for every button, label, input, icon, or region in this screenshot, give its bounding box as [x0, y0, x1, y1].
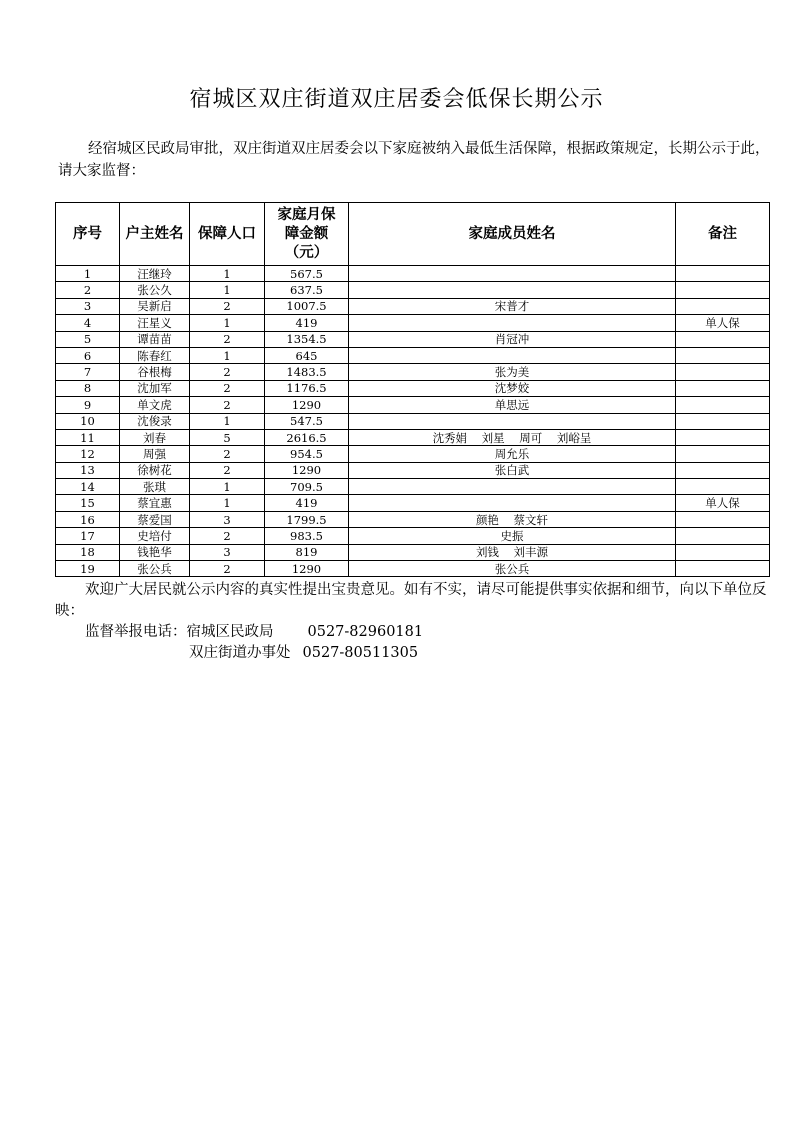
cell-members: 颜艳 蔡文轩	[349, 511, 676, 527]
page-title: 宿城区双庄街道双庄居委会低保长期公示	[189, 87, 604, 112]
cell-notes	[676, 364, 770, 380]
footer	[55, 580, 769, 664]
table-row	[56, 429, 770, 445]
cell-head-name: 史培付	[120, 528, 190, 544]
cell-amount: 2616.5	[265, 429, 349, 445]
hotline-phone-1: 0527-82960181	[307, 624, 424, 640]
table-row	[56, 266, 770, 282]
cell-index: 5	[56, 331, 120, 347]
hotline-line-1	[55, 622, 769, 643]
table-row	[56, 511, 770, 527]
table-body	[56, 266, 770, 577]
cell-persons: 1	[190, 266, 265, 282]
cell-members: 周允乐	[349, 446, 676, 462]
cell-persons: 2	[190, 397, 265, 413]
table-row	[56, 544, 770, 560]
table-row	[56, 462, 770, 478]
cell-amount: 819	[265, 544, 349, 560]
cell-head-name: 谭苗苗	[120, 331, 190, 347]
cell-head-name: 吴新启	[120, 298, 190, 314]
cell-notes	[676, 462, 770, 478]
header-index: 序号	[56, 203, 120, 266]
hotline-phone-2: 0527-80511305	[302, 645, 419, 661]
cell-index: 6	[56, 347, 120, 363]
cell-notes: 单人保	[676, 315, 770, 331]
header-amount-line3: （元）	[284, 244, 329, 261]
cell-head-name: 刘春	[120, 429, 190, 445]
cell-amount: 637.5	[265, 282, 349, 298]
table-row	[56, 561, 770, 577]
cell-persons: 1	[190, 347, 265, 363]
cell-notes: 单人保	[676, 495, 770, 511]
cell-index: 3	[56, 298, 120, 314]
table-row	[56, 397, 770, 413]
cell-index: 13	[56, 462, 120, 478]
table-row	[56, 380, 770, 396]
cell-notes	[676, 479, 770, 495]
cell-members	[349, 495, 676, 511]
cell-members	[349, 266, 676, 282]
cell-notes	[676, 544, 770, 560]
cell-head-name: 徐树花	[120, 462, 190, 478]
cell-members: 单思远	[349, 397, 676, 413]
header-amount-line2: 障金额	[284, 225, 329, 242]
feedback-paragraph: 欢迎广大居民就公示内容的真实性提出宝贵意见。如有不实，请尽可能提供事实依据和细节，向以下单位反映：	[55, 582, 767, 619]
header-amount-line1: 家庭月保	[277, 206, 336, 223]
hotline-org-2: 双庄街道办事处	[189, 645, 291, 661]
cell-amount: 1290	[265, 561, 349, 577]
cell-members	[349, 315, 676, 331]
cell-head-name: 汪星义	[120, 315, 190, 331]
cell-index: 8	[56, 380, 120, 396]
cell-head-name: 蔡宜惠	[120, 495, 190, 511]
intro-paragraph: 经宿城区民政局审批，双庄街道双庄居委会以下家庭被纳入最低生活保障，根据政策规定，长期公示于此，请大家监督：	[58, 141, 770, 179]
cell-persons: 2	[190, 528, 265, 544]
cell-persons: 2	[190, 446, 265, 462]
table-row	[56, 298, 770, 314]
cell-index: 15	[56, 495, 120, 511]
table-row	[56, 495, 770, 511]
header-persons: 保障人口	[190, 203, 265, 266]
cell-notes	[676, 282, 770, 298]
cell-members	[349, 282, 676, 298]
table-row	[56, 446, 770, 462]
cell-notes	[676, 331, 770, 347]
cell-members: 刘钱 刘丰源	[349, 544, 676, 560]
table-row	[56, 364, 770, 380]
header-head-name: 户主姓名	[120, 203, 190, 266]
cell-index: 19	[56, 561, 120, 577]
cell-index: 14	[56, 479, 120, 495]
cell-index: 2	[56, 282, 120, 298]
hotline-line-2	[55, 643, 769, 664]
cell-index: 1	[56, 266, 120, 282]
table-row	[56, 315, 770, 331]
table-row	[56, 479, 770, 495]
table-row	[56, 413, 770, 429]
cell-notes	[676, 347, 770, 363]
cell-amount: 709.5	[265, 479, 349, 495]
cell-amount: 419	[265, 315, 349, 331]
cell-persons: 2	[190, 462, 265, 478]
cell-index: 11	[56, 429, 120, 445]
cell-amount: 419	[265, 495, 349, 511]
hotline-org-1: 宿城区民政局	[186, 624, 274, 640]
cell-notes	[676, 528, 770, 544]
cell-members	[349, 413, 676, 429]
cell-index: 18	[56, 544, 120, 560]
header-amount	[265, 203, 349, 266]
cell-persons: 1	[190, 413, 265, 429]
cell-head-name: 陈春红	[120, 347, 190, 363]
cell-notes	[676, 429, 770, 445]
cell-index: 4	[56, 315, 120, 331]
cell-persons: 2	[190, 380, 265, 396]
cell-notes	[676, 380, 770, 396]
cell-head-name: 周强	[120, 446, 190, 462]
cell-amount: 1354.5	[265, 331, 349, 347]
cell-head-name: 谷根梅	[120, 364, 190, 380]
cell-persons: 2	[190, 561, 265, 577]
table-row	[56, 528, 770, 544]
cell-members: 张公兵	[349, 561, 676, 577]
cell-index: 16	[56, 511, 120, 527]
cell-head-name: 钱艳华	[120, 544, 190, 560]
cell-notes	[676, 266, 770, 282]
cell-amount: 1483.5	[265, 364, 349, 380]
cell-index: 7	[56, 364, 120, 380]
cell-amount: 1007.5	[265, 298, 349, 314]
cell-members: 史振	[349, 528, 676, 544]
cell-notes	[676, 511, 770, 527]
cell-members: 肖冠冲	[349, 331, 676, 347]
cell-notes	[676, 298, 770, 314]
cell-amount: 1176.5	[265, 380, 349, 396]
cell-head-name: 单文虎	[120, 397, 190, 413]
cell-amount: 983.5	[265, 528, 349, 544]
cell-persons: 2	[190, 364, 265, 380]
cell-notes	[676, 397, 770, 413]
cell-head-name: 沈加军	[120, 380, 190, 396]
cell-amount: 567.5	[265, 266, 349, 282]
table-row	[56, 282, 770, 298]
cell-persons: 1	[190, 479, 265, 495]
header-members: 家庭成员姓名	[349, 203, 676, 266]
cell-members: 张为美	[349, 364, 676, 380]
cell-persons: 1	[190, 495, 265, 511]
cell-members: 张白武	[349, 462, 676, 478]
cell-persons: 5	[190, 429, 265, 445]
cell-members: 沈秀娟 刘星 周可 刘峪呈	[349, 429, 676, 445]
table-row	[56, 347, 770, 363]
subsidy-table	[55, 202, 770, 577]
cell-amount: 645	[265, 347, 349, 363]
cell-amount: 1290	[265, 397, 349, 413]
cell-head-name: 沈俊录	[120, 413, 190, 429]
cell-notes	[676, 446, 770, 462]
cell-amount: 954.5	[265, 446, 349, 462]
cell-head-name: 汪继玲	[120, 266, 190, 282]
cell-head-name: 张琪	[120, 479, 190, 495]
table-header-row	[56, 203, 770, 266]
cell-persons: 2	[190, 331, 265, 347]
cell-members: 宋普才	[349, 298, 676, 314]
table-row	[56, 331, 770, 347]
cell-index: 12	[56, 446, 120, 462]
cell-amount: 1290	[265, 462, 349, 478]
cell-persons: 2	[190, 298, 265, 314]
cell-members	[349, 347, 676, 363]
cell-persons: 3	[190, 511, 265, 527]
cell-persons: 1	[190, 282, 265, 298]
cell-index: 9	[56, 397, 120, 413]
cell-index: 10	[56, 413, 120, 429]
cell-amount: 547.5	[265, 413, 349, 429]
cell-head-name: 张公兵	[120, 561, 190, 577]
cell-head-name: 张公久	[120, 282, 190, 298]
cell-members: 沈梦姣	[349, 380, 676, 396]
cell-index: 17	[56, 528, 120, 544]
cell-notes	[676, 561, 770, 577]
cell-members	[349, 479, 676, 495]
cell-head-name: 蔡爱国	[120, 511, 190, 527]
cell-persons: 1	[190, 315, 265, 331]
cell-amount: 1799.5	[265, 511, 349, 527]
cell-persons: 3	[190, 544, 265, 560]
cell-notes	[676, 413, 770, 429]
header-notes: 备注	[676, 203, 770, 266]
hotline-label: 监督举报电话：	[85, 624, 187, 640]
